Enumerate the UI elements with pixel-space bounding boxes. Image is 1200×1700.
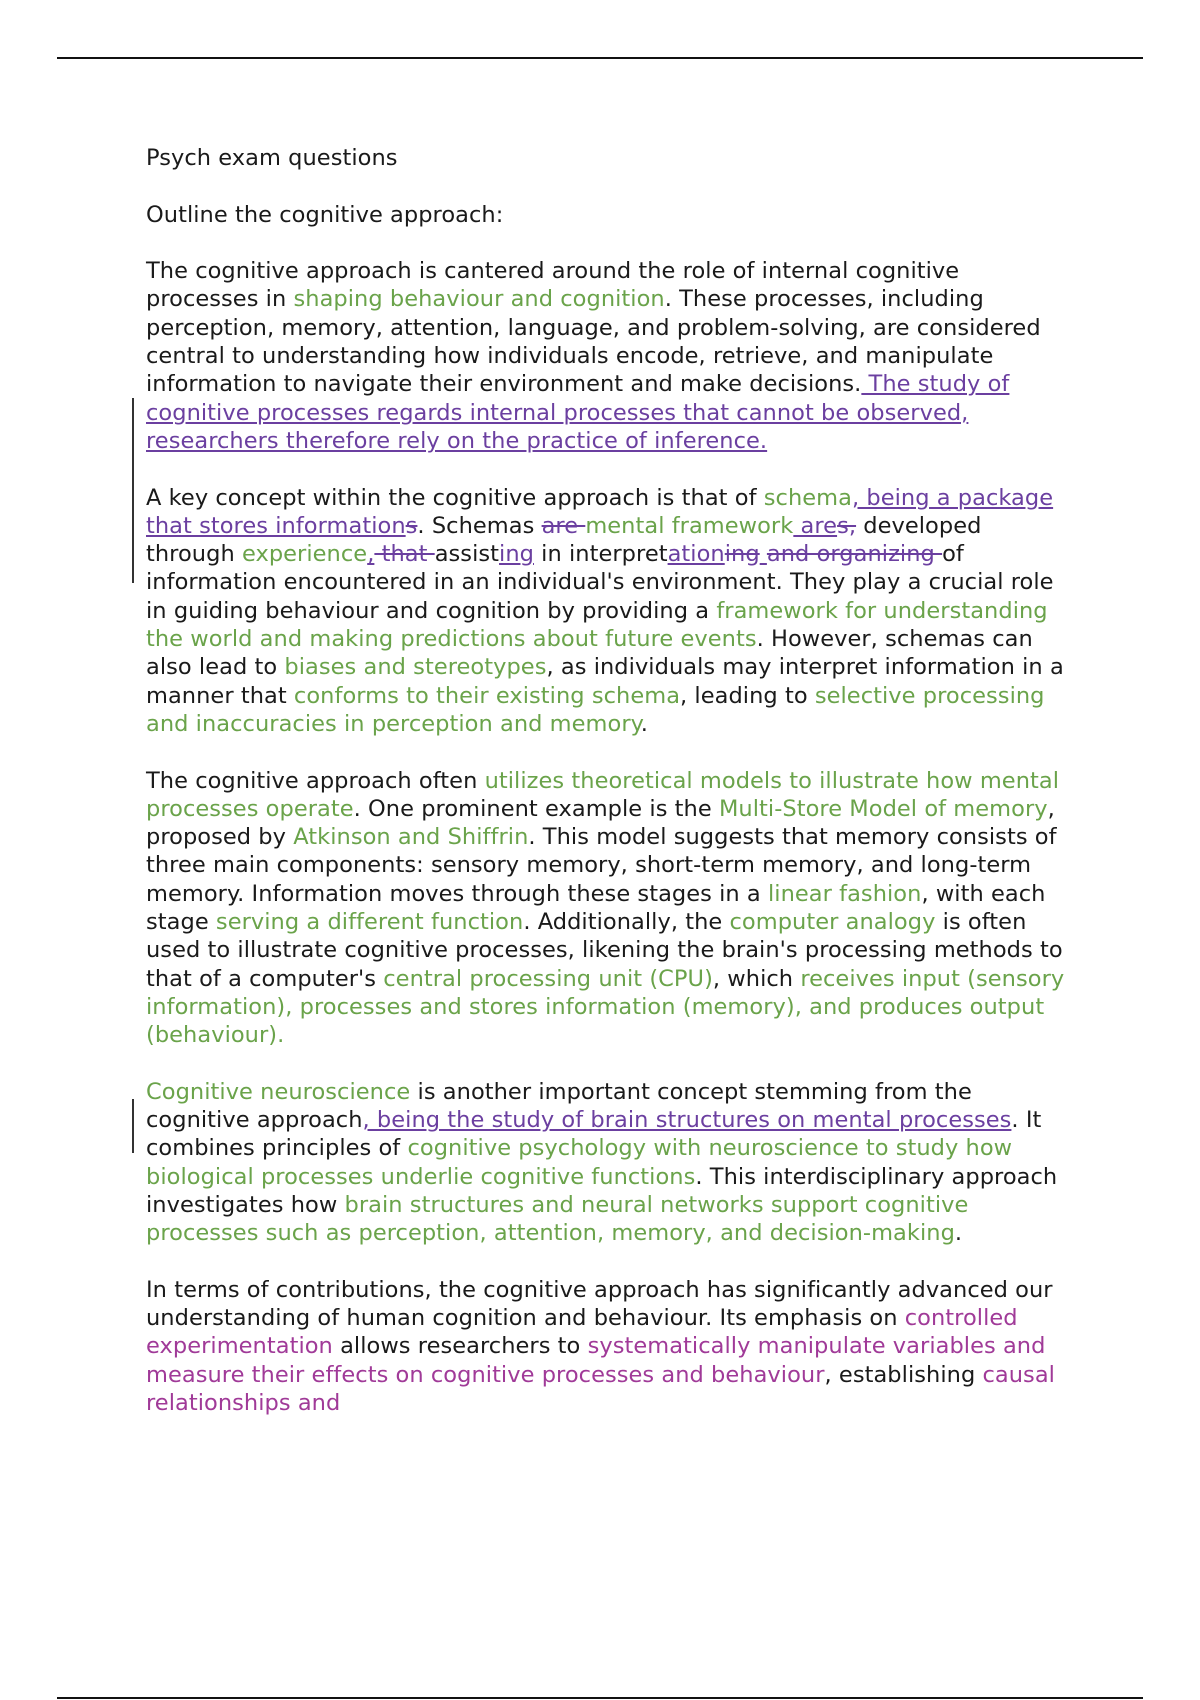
text-run: . However, schemas can also lead to — [146, 626, 1033, 681]
highlighted-term: utilizes theoretical models to illustrate how mental processes operate — [146, 767, 1060, 822]
highlighted-term: experience — [241, 541, 368, 568]
text-run: developed through — [146, 512, 982, 568]
tracked-insertion: ing — [499, 541, 534, 568]
paragraph-1 — [146, 257, 1066, 455]
text-run: The cognitive approach often — [146, 767, 485, 794]
text-run: The cognitive approach is cantered around the role of internal cognitive processes in — [146, 258, 960, 313]
highlighted-term: Multi-Store Model of memory — [718, 795, 1048, 822]
text-run: . Additionally, the — [523, 909, 730, 936]
text-run: . Schemas — [417, 512, 542, 539]
highlighted-term: mental framework — [585, 512, 794, 539]
text-run: , with each stage — [146, 880, 1046, 936]
change-bar — [132, 398, 134, 478]
highlighted-term-evaluation: systematically manipulate variables and measure their effects on cognitive processes and behaviour — [146, 1333, 1046, 1388]
text-run: , establishing — [824, 1361, 983, 1388]
text-run: , proposed by — [146, 795, 1055, 851]
text-run: . This interdisciplinary approach investigates how — [146, 1163, 1058, 1218]
text-run: . This model suggests that memory consists of three main components: sensory memory, short-term memory, and long-term memory. Information moves through these stages in a — [146, 824, 1057, 907]
tracked-deletion: s — [405, 512, 418, 539]
text-run: In terms of contributions, the cognitive approach has significantly advanced our understanding of human cognition and behaviour. Its emphasis on — [146, 1276, 1053, 1332]
text-run: is often used to illustrate cognitive processes, likening the brain's processing methods to that of a computer's — [146, 909, 1063, 992]
document-title: Psych exam questions — [146, 145, 398, 171]
tracked-deletion: and organizing — [766, 541, 943, 568]
text-run: assist — [434, 541, 500, 568]
highlighted-term-evaluation: causal relationships and — [146, 1361, 1055, 1417]
highlighted-term: Atkinson and Shiffrin — [293, 824, 529, 851]
paragraph-5 — [146, 1276, 1066, 1417]
question-heading: Outline the cognitive approach: — [146, 201, 504, 228]
paragraph-2 — [146, 484, 1066, 739]
highlighted-term: linear fashion — [767, 880, 922, 907]
text-run: , which — [712, 965, 801, 992]
tracked-insertion — [760, 541, 767, 567]
tracked-insertion: are — [793, 512, 838, 539]
change-bar — [132, 475, 134, 583]
paragraph-4 — [146, 1078, 1066, 1248]
highlighted-term: brain structures and neural networks support cognitive processes such as perception, attention, memory, and decision-making — [146, 1191, 969, 1247]
text-run: of information encountered in an individual's environment. They play a crucial role in guiding behaviour and cognition by providing a — [146, 541, 1054, 624]
text-run: A key concept within the cognitive approach is that of — [146, 484, 764, 511]
highlighted-term: cognitive psychology with neuroscience to study how biological processes underlie cognitive functions — [146, 1135, 1013, 1190]
highlighted-term: serving a different function — [215, 909, 524, 936]
tracked-deletion: that — [374, 541, 435, 568]
text-run: , leading to — [680, 682, 815, 709]
tracked-deletion: ing — [724, 541, 760, 568]
highlighted-term: shaping behaviour and cognition — [293, 286, 665, 313]
text-run: . These processes, including perception, memory, attention, language, and problem-solving, are considered central to understanding how individuals encode, retrieve, and manipulate information to navigate their environment and make decisions. — [146, 286, 1041, 398]
highlighted-term: framework for understanding the world and making predictions about future events — [146, 597, 1048, 653]
tracked-insertion: , being a package that stores information — [146, 484, 1054, 539]
highlighted-term: selective processing and inaccuracies in perception and memory — [146, 682, 1045, 737]
highlighted-term: biases and stereotypes — [284, 654, 547, 681]
tracked-deletion: are — [541, 512, 586, 539]
text-run: is another important concept stemming from the cognitive approach — [146, 1078, 972, 1134]
paragraph-3 — [146, 767, 1066, 1050]
tracked-insertion: The study of cognitive processes regards internal processes that cannot be observed, researchers therefore rely on the practice of inference. — [146, 371, 1010, 454]
document-body — [146, 144, 1066, 1446]
highlighted-term-evaluation: controlled experimentation — [146, 1305, 1018, 1360]
text-run: . — [954, 1220, 963, 1247]
text-run: . One prominent example is the — [353, 795, 719, 822]
text-run: . It combines principles of — [146, 1107, 1042, 1162]
highlighted-term: conforms to their existing schema — [293, 682, 681, 709]
highlighted-term: central processing unit (CPU) — [383, 965, 713, 992]
text-run: , as individuals may interpret information in a manner that — [146, 654, 1064, 709]
highlighted-term: receives input (sensory information), processes and stores information (memory), and produces output (behaviour). — [146, 965, 1065, 1049]
highlighted-term: Cognitive neuroscience — [146, 1078, 411, 1105]
tracked-insertion: , being the study of brain structures on mental processes — [362, 1107, 1012, 1134]
text-run: . — [640, 710, 648, 737]
change-bar — [132, 1099, 134, 1153]
page-top-rule — [57, 57, 1143, 59]
text-run: in interpret — [533, 541, 668, 568]
tracked-insertion: , — [367, 541, 375, 568]
highlighted-term: schema — [763, 484, 852, 511]
highlighted-term: computer analogy — [729, 909, 936, 936]
page-bottom-rule — [57, 1697, 1143, 1699]
tracked-insertion: ation — [667, 541, 725, 568]
text-run: allows researchers to — [332, 1333, 588, 1360]
tracked-deletion: s, — [837, 512, 857, 539]
